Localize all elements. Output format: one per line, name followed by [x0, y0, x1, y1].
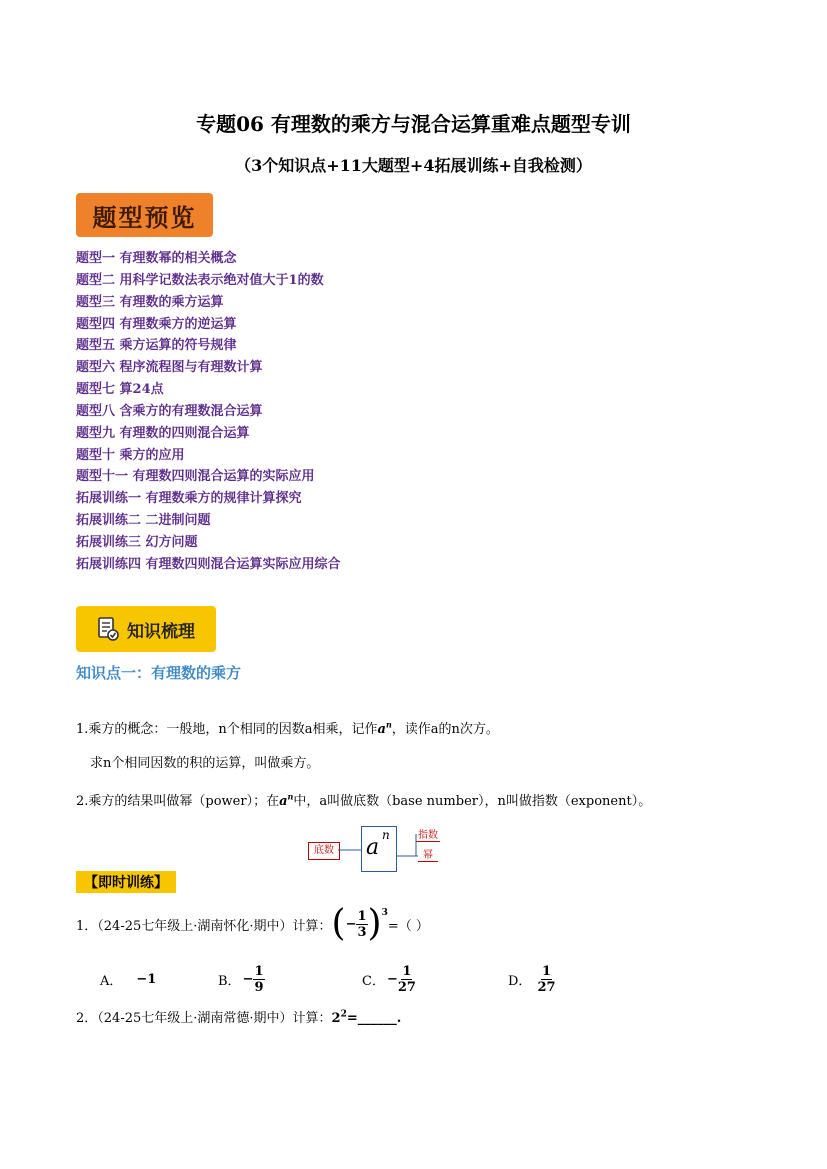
- power-notation: $a^n$: [279, 791, 294, 809]
- page-title: 专题06 有理数的乘方与混合运算重难点题型专训: [196, 112, 631, 136]
- option-label: C．: [362, 973, 385, 989]
- option-label: A．: [100, 973, 123, 989]
- question-2: [76, 1007, 401, 1026]
- option-b[interactable]: [218, 962, 265, 996]
- option-sign: −: [136, 971, 148, 987]
- right-paren: ): [367, 903, 382, 944]
- option-fraction: $\frac{1}{9}$: [254, 963, 264, 995]
- power-diagram-box: [361, 826, 397, 872]
- concept-text: 中，a叫做底数（base number），n叫做指数（exponent）。: [293, 794, 652, 809]
- question-1: [76, 902, 429, 946]
- power-notation: $a^n$: [377, 719, 392, 737]
- knowledge-banner-label: 知识梳理: [127, 621, 195, 642]
- toc-item[interactable]: 题型九 有理数的四则混合运算: [76, 425, 250, 441]
- toc-item[interactable]: 题型二 用科学记数法表示绝对值大于1的数: [76, 272, 324, 288]
- option-value: 1: [147, 971, 157, 987]
- diagram-exponent: n: [382, 828, 390, 842]
- fraction: $\frac{1}{3}$: [357, 908, 367, 940]
- concept-text: 2.乘方的结果叫做幂（power）；在: [76, 794, 280, 809]
- page-subtitle: （3个知识点+11大题型+4拓展训练+自我检测）: [235, 156, 592, 175]
- concept-paragraph-2: 求n个相同因数的积的运算，叫做乘方。: [90, 756, 320, 771]
- toc-item[interactable]: 题型十 乘方的应用: [76, 447, 185, 463]
- toc-item[interactable]: 题型三 有理数的乘方运算: [76, 294, 224, 310]
- option-c[interactable]: [362, 962, 416, 996]
- toc-item[interactable]: 题型六 程序流程图与有理数计算: [76, 360, 263, 376]
- minus-sign: −: [345, 916, 357, 932]
- exponent: 3: [381, 908, 388, 918]
- power-exponent: 2: [340, 1009, 347, 1020]
- base-label: 底数: [314, 845, 334, 856]
- question-2-stem: 2．（24-25七年级上·湖南常德·期中）计算：: [76, 1011, 332, 1026]
- option-fraction: $\frac{1}{27}$: [537, 963, 556, 995]
- option-d[interactable]: [508, 962, 556, 996]
- option-label: D．: [508, 973, 532, 989]
- question-1-stem: 1．（24-25七年级上·湖南怀化·期中）计算：: [76, 918, 332, 934]
- topic-list: [76, 248, 341, 576]
- document-check-icon: [97, 617, 119, 641]
- option-sign: −: [242, 971, 254, 987]
- option-label: B．: [218, 973, 241, 989]
- toc-item[interactable]: 题型十一 有理数四则混合运算的实际应用: [76, 469, 315, 485]
- concept-text: ，读作a的n次方。: [391, 722, 499, 737]
- knowledge-point-heading: 知识点一：有理数的乘方: [76, 664, 242, 682]
- toc-item[interactable]: 题型五 乘方运算的符号规律: [76, 338, 237, 354]
- diagram-base: a: [366, 835, 380, 860]
- concept-text: 1.乘方的概念：一般地，n个相同的因数a相乘，记作: [76, 722, 378, 737]
- toc-item[interactable]: 拓展训练二 二进制问题: [76, 513, 211, 529]
- answer-blank[interactable]: =______.: [346, 1011, 402, 1026]
- power-label: 幂: [418, 846, 438, 862]
- left-paren: (: [331, 903, 346, 944]
- option-fraction: $\frac{1}{27}$: [397, 963, 416, 995]
- base-connector: [338, 848, 362, 852]
- exponent-label: 指数: [416, 826, 440, 842]
- toc-item[interactable]: 拓展训练三 幻方问题: [76, 534, 198, 550]
- option-a[interactable]: [100, 962, 156, 996]
- power-base: 2: [331, 1011, 341, 1026]
- toc-item[interactable]: 拓展训练四 有理数四则混合运算实际应用综合: [76, 556, 341, 572]
- toc-item[interactable]: 题型一 有理数幂的相关概念: [76, 251, 237, 266]
- toc-item[interactable]: 题型四 有理数乘方的逆运算: [76, 316, 237, 332]
- preview-banner: 题型预览: [76, 193, 213, 237]
- base-label-box: [308, 842, 340, 860]
- toc-item[interactable]: 拓展训练一 有理数乘方的规律计算探究: [76, 491, 302, 507]
- option-sign: −: [386, 971, 398, 987]
- knowledge-banner: [76, 606, 216, 652]
- toc-item[interactable]: 题型七 算24点: [76, 382, 164, 398]
- concept-paragraph-1: [76, 718, 499, 737]
- practice-banner: 【即时训练】: [76, 871, 176, 893]
- toc-item[interactable]: 题型八 含乘方的有理数混合运算: [76, 403, 263, 419]
- exponent-power-connector: [396, 832, 418, 858]
- concept-paragraph-3: [76, 790, 651, 809]
- question-1-tail: =（ ）: [387, 918, 429, 934]
